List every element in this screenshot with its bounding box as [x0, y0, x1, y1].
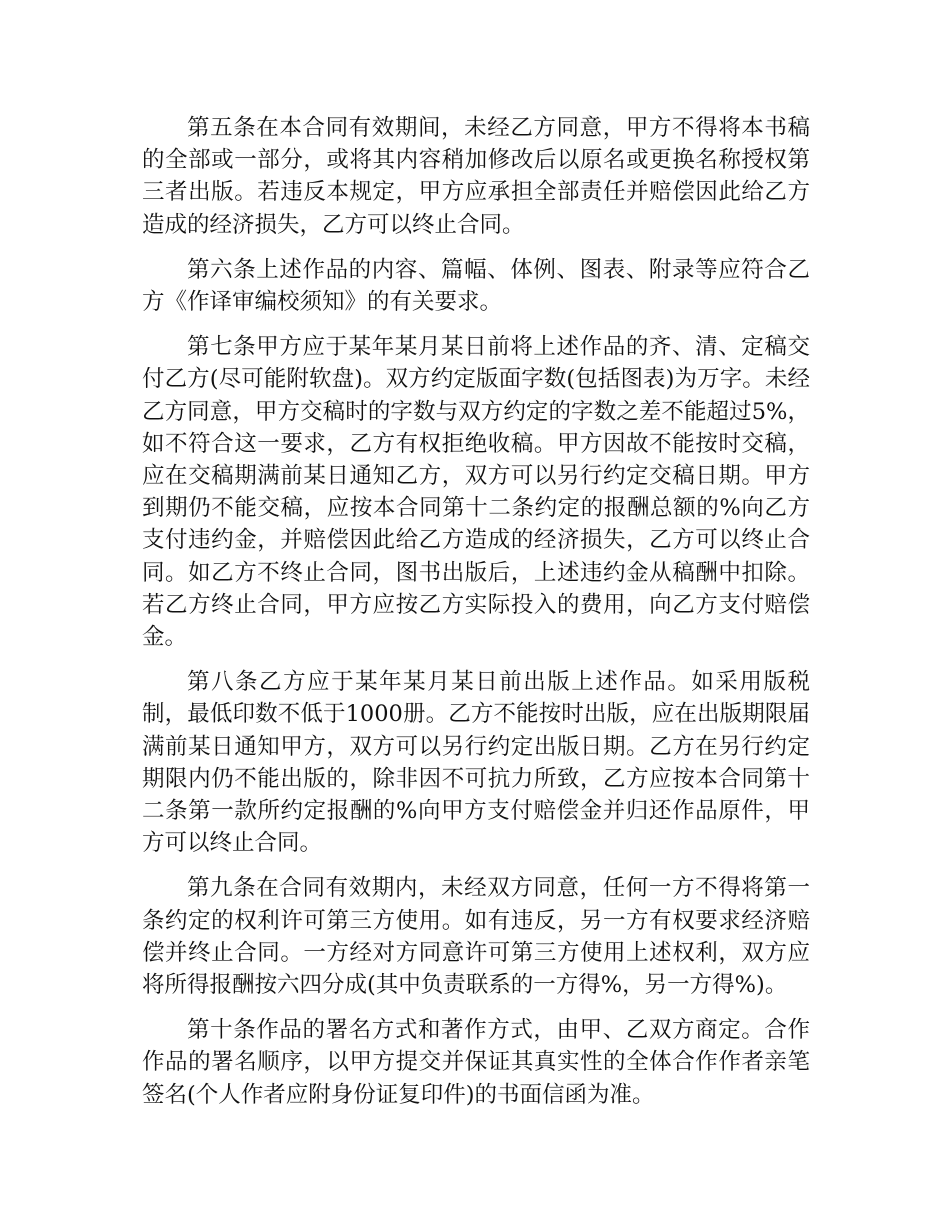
document-page [142, 112, 810, 1124]
article-7-paragraph: 第七条甲方应于某年某月某日前将上述作品的齐、清、定稿交付乙方(尽可能附软盘)。双方约定版面字数(包括图表)为万字。未经乙方同意，甲方交稿时的字数与双方约定的字数之差不能超过5%，如不符合这一要求，乙方有权拒绝收稿。甲方因故不能按时交稿，应在交稿期满前某日通知乙方，双方可以另行约定交稿日期。甲方到期仍不能交稿，应按本合同第十二条约定的报酬总额的%向乙方支付违约金，并赔偿因此给乙方造成的经济损失，乙方可以终止合同。如乙方不终止合同，图书出版后，上述违约金从稿酬中扣除。若乙方终止合同，甲方应按乙方实际投入的费用，向乙方支付赔偿金。 [142, 334, 810, 651]
article-9-paragraph: 第九条在合同有效期内，未经双方同意，任何一方不得将第一条约定的权利许可第三方使用。如有违反，另一方有权要求经济赔偿并终止合同。一方经对方同意许可第三方使用上述权利，双方应将所得报酬按六四分成(其中负责联系的一方得%，另一方得%)。 [142, 875, 810, 999]
article-10-paragraph: 第十条作品的署名方式和著作方式，由甲、乙双方商定。合作作品的署名顺序，以甲方提交并保证其真实性的全体合作作者亲笔签名(个人作者应附身份证复印件)的书面信函为准。 [142, 1017, 810, 1108]
article-6-paragraph: 第六条上述作品的内容、篇幅、体例、图表、附录等应符合乙方《作译审编校须知》的有关要求。 [142, 256, 810, 316]
article-8-paragraph: 第八条乙方应于某年某月某日前出版上述作品。如采用版税制，最低印数不低于1000册。乙方不能按时出版，应在出版期限届满前某日通知甲方，双方可以另行约定出版日期。乙方在另行约定期限内仍不能出版的，除非因不可抗力所致，乙方应按本合同第十二条第一款所约定报酬的%向甲方支付赔偿金并归还作品原件，甲方可以终止合同。 [142, 669, 810, 857]
article-5-paragraph: 第五条在本合同有效期间，未经乙方同意，甲方不得将本书稿的全部或一部分，或将其内容稍加修改后以原名或更换名称授权第三者出版。若违反本规定，甲方应承担全部责任并赔偿因此给乙方造成的经济损失，乙方可以终止合同。 [142, 115, 810, 238]
